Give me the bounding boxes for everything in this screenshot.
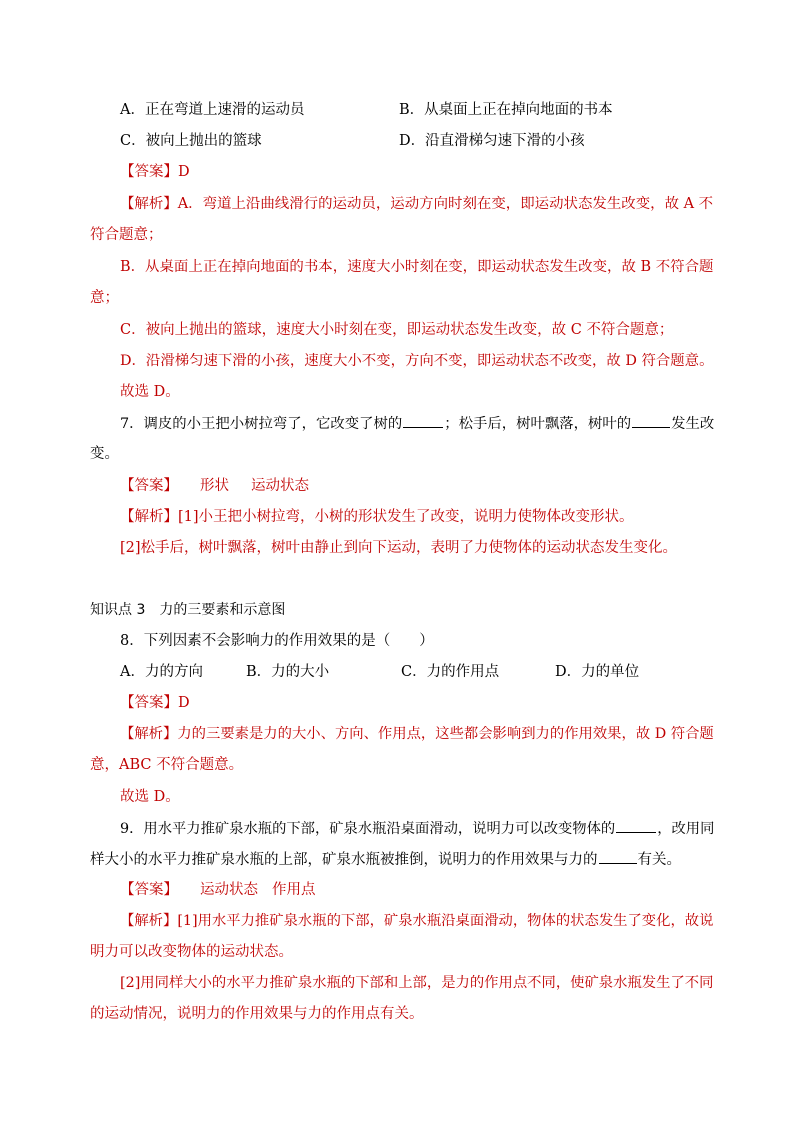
q9-blank-1 <box>616 818 656 833</box>
q6-analysis-line-2: 符合题意； <box>90 227 163 243</box>
q6-analysis-line-1 <box>120 194 713 214</box>
q6-conclusion: 故选 D。 <box>120 384 180 400</box>
q9-stem-part-b: ，改用同 <box>657 821 715 837</box>
q8-stem: 8．下列因素不会影响力的作用效果的是（ ） <box>120 633 434 649</box>
q6-option-b: B．从桌面上正在掉向地面的书本 <box>399 102 613 118</box>
q7-stem-part-b: ；松手后，树叶飘落，树叶的 <box>444 416 632 432</box>
answer-value-1: 运动状态 <box>200 882 258 898</box>
answer-value: D <box>178 695 190 711</box>
q9-stem-line-2 <box>90 849 681 869</box>
q8-analysis-line-2: 意，ABC 不符合题意。 <box>90 757 244 773</box>
answer-value-2: 运动状态 <box>251 478 309 494</box>
q8-option-c: C．力的作用点 <box>401 664 500 680</box>
q7-stem-part-a: 7．调皮的小王把小树拉弯了，它改变了树的 <box>120 416 403 432</box>
q8-option-d: D．力的单位 <box>555 664 640 680</box>
q8-analysis-line-1 <box>120 724 714 744</box>
q8-option-b: B．力的大小 <box>246 664 330 680</box>
q9-stem-part-d: 有关。 <box>637 852 681 868</box>
q6-answer <box>120 162 190 182</box>
answer-value-2: 作用点 <box>272 882 316 898</box>
analysis-tag: 【解析】 <box>120 726 178 742</box>
analysis-text: [1]用水平力推矿泉水瓶的下部，矿泉水瓶沿桌面滑动，物体的状态发生了变化，故说 <box>177 913 714 929</box>
q9-stem-part-a: 9．用水平力推矿泉水瓶的下部，矿泉水瓶沿桌面滑动，说明力可以改变物体的 <box>120 821 616 837</box>
analysis-text: A．弯道上沿曲线滑行的运动员，运动方向时刻在变，即运动状态发生改变，故 A 不 <box>177 196 714 212</box>
analysis-tag: 【解析】 <box>120 509 178 525</box>
answer-tag: 【答案】 <box>120 882 178 898</box>
q7-stem-line-1 <box>120 413 714 433</box>
q7-blank-2 <box>632 413 670 428</box>
q7-stem-line-2: 变。 <box>90 446 119 462</box>
q7-stem-part-c: 发生改 <box>671 416 715 432</box>
q6-option-d: D．沿直滑梯匀速下滑的小孩 <box>399 133 585 149</box>
answer-value-1: 形状 <box>200 478 229 494</box>
analysis-tag: 【解析】 <box>120 913 178 929</box>
q9-analysis-line-1 <box>120 911 713 931</box>
q7-analysis-line-1 <box>120 507 634 527</box>
q9-stem-part-c: 样大小的水平力推矿泉水瓶的上部，矿泉水瓶被推倒，说明力的作用效果与力的 <box>90 852 598 868</box>
q9-analysis-line-3: [2]用同样大小的水平力推矿泉水瓶的下部和上部，是力的作用点不同，使矿泉水瓶发生了不同 <box>120 975 714 991</box>
q6-analysis-line-5: C．被向上抛出的篮球，速度大小时刻在变，即运动状态发生改变，故 C 不符合题意； <box>120 322 674 338</box>
q9-analysis-line-4: 的运动情况，说明力的作用效果与力的作用点有关。 <box>90 1006 424 1022</box>
q8-conclusion: 故选 D。 <box>120 789 180 805</box>
q7-blank-1 <box>403 413 443 428</box>
q7-answer <box>120 476 309 496</box>
q9-blank-2 <box>599 849 637 864</box>
answer-tag: 【答案】 <box>120 478 178 494</box>
q8-answer <box>120 693 190 713</box>
q6-option-a: A．正在弯道上速滑的运动员 <box>120 102 305 118</box>
analysis-text: [1]小王把小树拉弯，小树的形状发生了改变，说明力使物体改变形状。 <box>178 509 634 525</box>
answer-value: D <box>178 164 190 180</box>
analysis-tag: 【解析】 <box>120 196 178 212</box>
q6-analysis-line-4: 意； <box>90 290 119 306</box>
answer-tag: 【答案】 <box>120 164 178 180</box>
analysis-text: 力的三要素是力的大小、方向、作用点，这些都会影响到力的作用效果，故 D 符合题 <box>177 726 714 742</box>
section-heading: 知识点 3 力的三要素和示意图 <box>90 602 286 618</box>
q9-stem-line-1 <box>120 818 714 838</box>
q9-answer <box>120 880 316 900</box>
q6-analysis-line-3: B．从桌面上正在掉向地面的书本，速度大小时刻在变，即运动状态发生改变，故 B 不符合题 <box>120 259 714 275</box>
q6-option-c: C．被向上抛出的篮球 <box>120 133 262 149</box>
q6-analysis-line-6: D．沿滑梯匀速下滑的小孩，速度大小不变，方向不变，即运动状态不改变，故 D 符合题意。 <box>120 353 714 369</box>
q7-analysis-line-2: [2]松手后，树叶飘落，树叶由静止到向下运动，表明了力使物体的运动状态发生变化。 <box>120 540 678 556</box>
q8-option-a: A．力的方向 <box>120 664 203 680</box>
q9-analysis-line-2: 明力可以改变物体的运动状态。 <box>90 944 293 960</box>
answer-tag: 【答案】 <box>120 695 178 711</box>
